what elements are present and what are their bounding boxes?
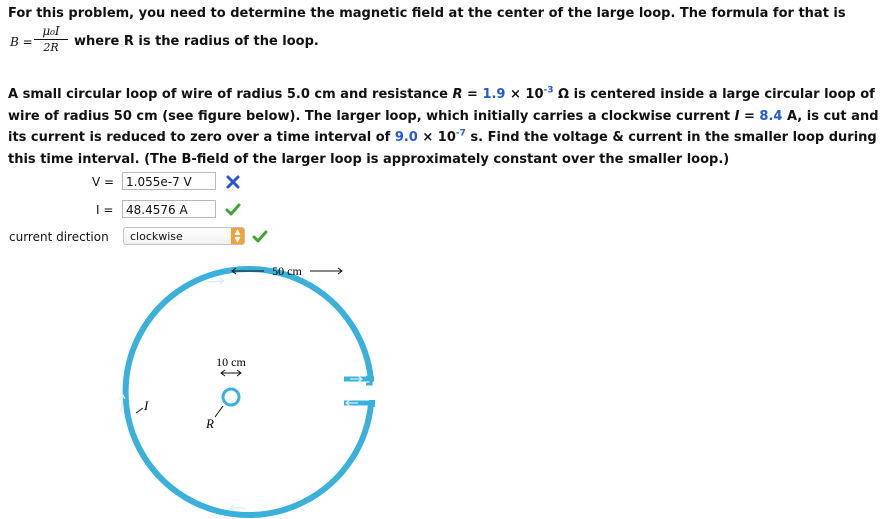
resistance-label-R: R — [206, 416, 214, 431]
current-symbol: I — [734, 108, 740, 124]
formula-denominator: 2R — [43, 41, 59, 54]
time-value: 9.0 — [394, 130, 418, 145]
current-label-I: I — [144, 398, 149, 413]
voltage-row — [0, 172, 300, 192]
small-loop — [223, 389, 239, 405]
correct-check-icon — [224, 201, 242, 219]
problem-text-3: A, is cut and its current is reduced to zero over a time interval of — [8, 108, 879, 145]
formula-lhs: B = — [10, 35, 33, 49]
current-arrow-top — [208, 278, 224, 284]
current-row — [0, 200, 300, 220]
voltage-input[interactable]: 1.055e-7 V — [122, 172, 216, 190]
correct-check-icon — [251, 228, 269, 246]
equals-1: = — [462, 87, 483, 102]
current-leader-line — [136, 408, 143, 413]
loop-figure — [100, 260, 400, 519]
direction-select[interactable] — [123, 227, 245, 245]
resistance-value: 1.9 — [482, 87, 506, 102]
problem-text-1: A small circular loop of wire of radius 5.0 cm and resistance — [8, 87, 453, 102]
intro-line-1: For this problem, you need to determine the magnetic field at the center of the large loop. The formula for that is — [8, 6, 846, 21]
times-ten-2: × 10 — [417, 130, 456, 145]
direction-selected-value: clockwise — [130, 230, 183, 243]
direction-row — [0, 227, 300, 247]
select-arrows-icon: ▲ ▼ — [231, 228, 244, 244]
problem-statement — [8, 84, 880, 170]
formula-numerator: μ₀I — [34, 24, 68, 40]
times-ten-1: × 10 — [505, 87, 544, 102]
ohm-unit: Ω — [553, 87, 570, 102]
time-exponent: -7 — [455, 128, 466, 139]
big-dimension-label: 50 cm — [272, 264, 302, 278]
voltage-label: V = — [92, 175, 115, 189]
intro-text — [8, 5, 878, 23]
problem-text-2: is centered inside a large circular loop of wire of radius 50 cm (see figure below). The larger loop, which initially carries a clockwise current — [8, 87, 875, 124]
direction-label: current direction — [9, 230, 109, 244]
formula-explanation: where R is the radius of the loop. — [74, 34, 319, 49]
current-label: I = — [96, 203, 114, 217]
incorrect-x-icon — [224, 173, 242, 191]
current-value: 8.4 — [759, 108, 783, 124]
large-loop-wire — [126, 269, 373, 515]
small-dimension-label: 10 cm — [216, 355, 246, 369]
formula-fraction — [34, 24, 68, 55]
problem-text-4: s. Find the voltage & current in the smaller loop during this time interval. (The B-field of the larger loop is approximately constant over the smaller loop.) — [8, 130, 877, 167]
small-dimension-arrow — [221, 370, 241, 376]
current-arrow-bottom — [230, 505, 246, 511]
equals-2: = — [739, 108, 760, 124]
resistance-exponent: -3 — [543, 85, 554, 96]
current-input[interactable]: 48.4576 A — [122, 200, 216, 218]
resistance-symbol: R — [452, 87, 463, 102]
resistance-leader-line — [215, 406, 223, 417]
